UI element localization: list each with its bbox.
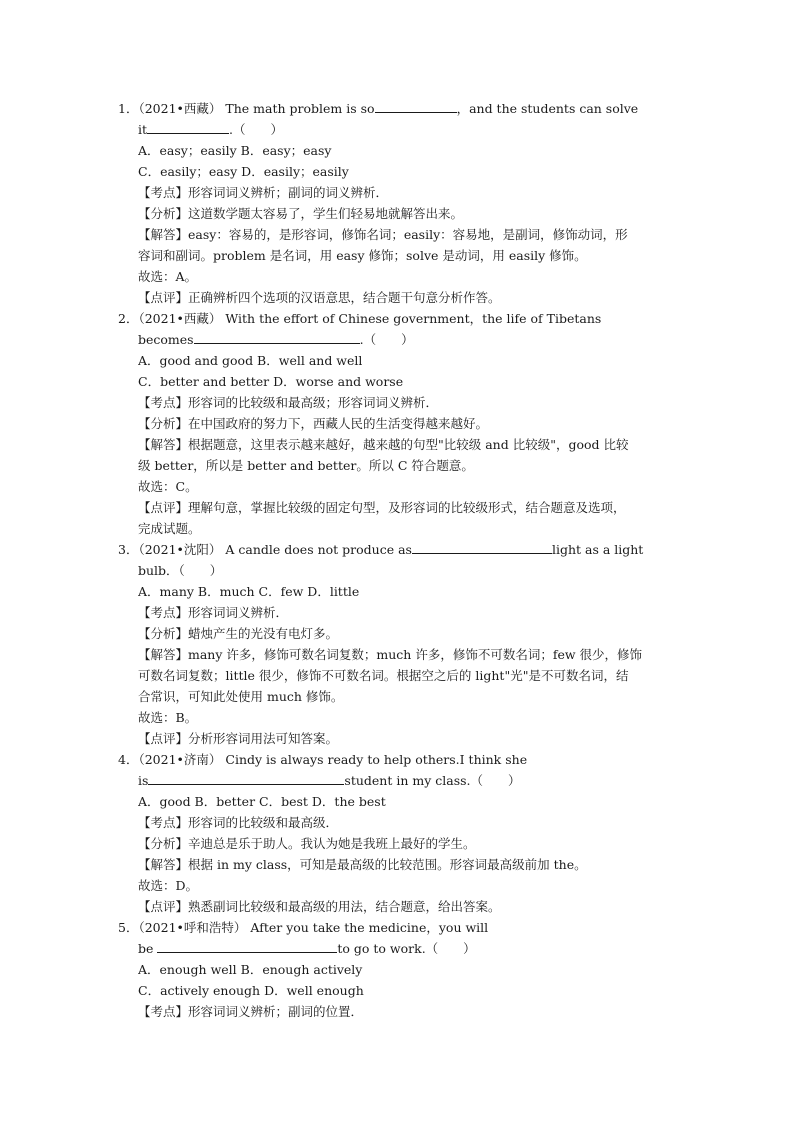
question-4-dianping: 【点评】熟悉副词比较级和最高级的用法，结合题意，给出答案。 xyxy=(138,899,501,914)
question-4-fenxi: 【分析】辛迪总是乐于助人。我认为她是我班上最好的学生。 xyxy=(138,836,476,851)
question-1-options-ab: A．easy；easily B．easy；easy xyxy=(138,143,332,158)
question-1-fenxi: 【分析】这道数学题太容易了，学生们轻易地就解答出来。 xyxy=(138,206,464,221)
question-2-dianping: 【点评】理解句意，掌握比较级的固定句型，及形容词的比较级形式，结合题意及选项， xyxy=(138,500,626,515)
answer-blank xyxy=(194,330,360,344)
question-2-stem: 2．（2021•西藏） With the effort of Chinese government，the life of Tibetans xyxy=(118,311,602,326)
question-2-dianping-cont: 完成试题。 xyxy=(138,521,201,536)
question-3-jieda: 【解答】many 许多，修饰可数名词复数；much 许多，修饰不可数名词；few 很少，修饰 xyxy=(138,647,643,662)
question-4-kaodian: 【考点】形容词的比较级和最高级． xyxy=(138,815,339,830)
question-3-answer: 故选：B。 xyxy=(138,710,198,725)
question-1-options-cd: C．easily；easy D．easily；easily xyxy=(138,164,349,179)
question-4-options: A．good B．better C．best D．the best xyxy=(138,794,386,809)
question-4-stem: 4．（2021•济南） Cindy is always ready to help others.I think she xyxy=(118,752,528,767)
question-5-options-ab: A．enough well B．enough actively xyxy=(138,962,363,977)
question-5-stem: 5．（2021•呼和浩特） After you take the medicine，you will xyxy=(118,920,489,935)
question-1-jieda-cont: 容词和副词。problem 是名词，用 easy 修饰；solve 是动词，用 easily 修饰。 xyxy=(138,248,587,263)
question-5-kaodian: 【考点】形容词词义辨析；副词的位置． xyxy=(138,1004,364,1019)
question-2-jieda-cont: 级 better，所以是 better and better。所以 C 符合题意。 xyxy=(138,458,474,473)
question-3-options: A．many B．much C．few D．little xyxy=(138,584,360,599)
question-2-options-ab: A．good and good B．well and well xyxy=(138,353,363,368)
question-3-stem-cont: bulb．（ ） xyxy=(138,563,223,578)
question-1-dianping: 【点评】正确辨析四个选项的汉语意思，结合题干句意分析作答。 xyxy=(138,290,501,305)
answer-blank xyxy=(375,99,457,113)
question-2-answer: 故选：C。 xyxy=(138,479,198,494)
answer-blank xyxy=(412,540,552,554)
question-2-fenxi: 【分析】在中国政府的努力下，西藏人民的生活变得越来越好。 xyxy=(138,416,489,431)
question-3-jieda-cont2: 合常识，可知此处使用 much 修饰。 xyxy=(138,689,344,704)
question-3-stem: 3．（2021•沈阳） A candle does not produce as light as a light xyxy=(118,542,644,557)
question-4-answer: 故选：D。 xyxy=(138,878,199,893)
question-4-jieda: 【解答】根据 in my class，可知是最高级的比较范围。形容词最高级前加 the。 xyxy=(138,857,587,872)
question-1-answer: 故选：A。 xyxy=(138,269,198,284)
answer-blank xyxy=(148,771,344,785)
question-1-stem-cont: it .（ ） xyxy=(138,122,284,137)
question-2-kaodian: 【考点】形容词的比较级和最高级；形容词词义辨析． xyxy=(138,395,439,410)
question-5-options-cd: C．actively enough D．well enough xyxy=(138,983,364,998)
question-1-jieda: 【解答】easy：容易的，是形容词，修饰名词；easily：容易地，是副词，修饰动词，形 xyxy=(138,227,628,242)
question-2-stem-cont: becomes .（ ） xyxy=(138,332,414,347)
answer-blank xyxy=(157,939,337,953)
question-2-jieda: 【解答】根据题意，这里表示越来越好，越来越的句型"比较级 and 比较级"，good 比较 xyxy=(138,437,629,452)
question-1-kaodian: 【考点】形容词词义辨析；副词的词义辨析． xyxy=(138,185,389,200)
question-3-jieda-cont: 可数名词复数；little 很少，修饰不可数名词。根据空之后的 light"光"是不可数名词，结 xyxy=(138,668,629,683)
question-1-stem: 1．（2021•西藏） The math problem is so ，and the students can solve xyxy=(118,101,639,116)
question-3-kaodian: 【考点】形容词词义辨析． xyxy=(138,605,289,620)
question-3-fenxi: 【分析】蜡烛产生的光没有电灯多。 xyxy=(138,626,339,641)
answer-blank xyxy=(147,120,229,134)
question-2-options-cd: C．better and better D．worse and worse xyxy=(138,374,404,389)
question-3-dianping: 【点评】分析形容词用法可知答案。 xyxy=(138,731,339,746)
question-5-stem-cont: be to go to work.（ ） xyxy=(138,941,476,956)
question-4-stem-cont: is student in my class.（ ） xyxy=(138,773,521,788)
